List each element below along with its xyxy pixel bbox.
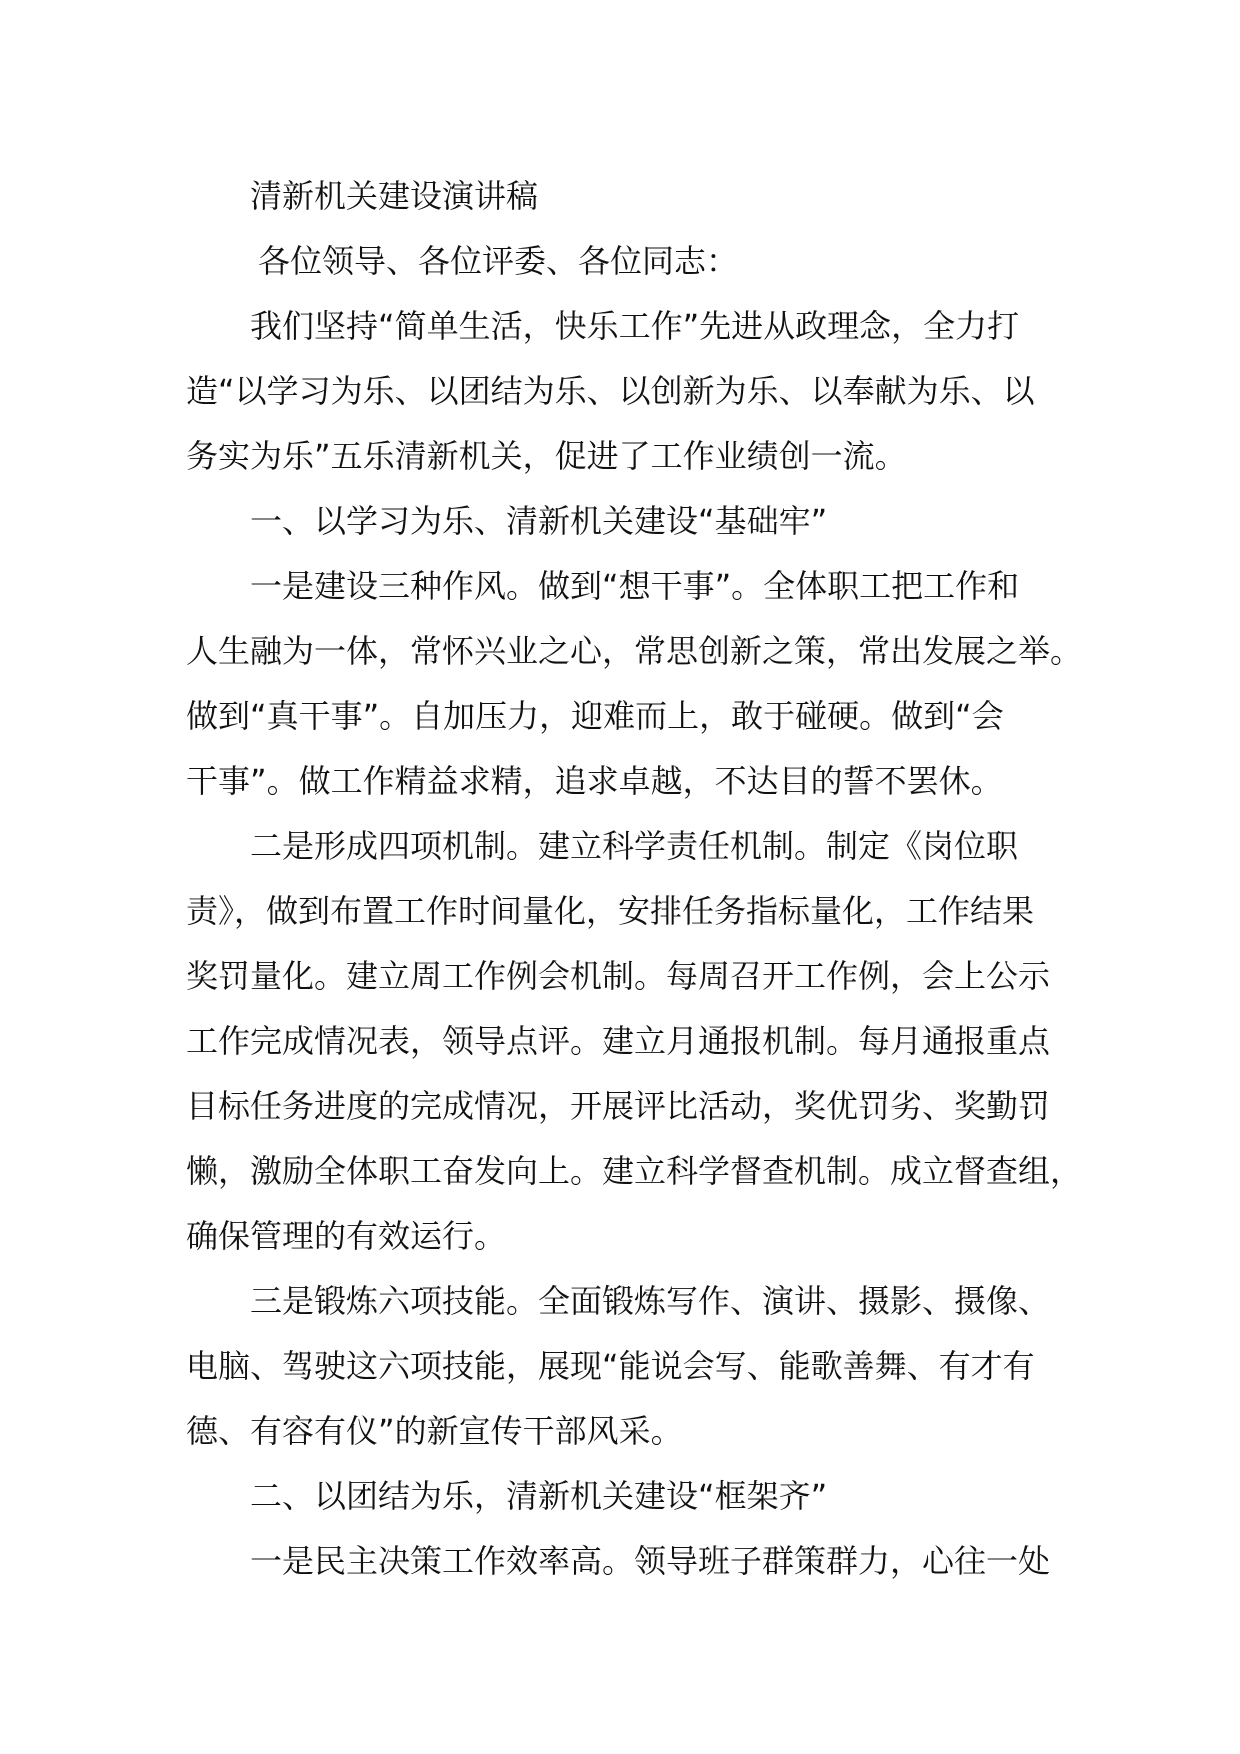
paragraph-line: 懒，激励全体职工奋发向上。建立科学督查机制。成立督查组， xyxy=(186,1152,1083,1190)
paragraph-line: 三是锻炼六项技能。全面锻炼写作、演讲、摄影、摄像、 xyxy=(250,1282,1051,1320)
paragraph-line: 确保管理的有效运行。 xyxy=(186,1217,507,1255)
paragraph-line: 一是民主决策工作效率高。领导班子群策群力，心往一处 xyxy=(250,1542,1051,1580)
paragraph-intro-line: 我们坚持“简单生活，快乐工作”先进从政理念，全力打 xyxy=(250,307,1020,345)
paragraph-line: 奖罚量化。建立周工作例会机制。每周召开工作例，会上公示 xyxy=(186,957,1051,995)
paragraph-line: 干事”。做工作精益求精，追求卓越，不达目的誓不罢休。 xyxy=(186,762,1003,800)
document-body xyxy=(186,164,1083,1594)
salutation: 各位领导、各位评委、各位同志： xyxy=(258,242,739,280)
paragraph-intro-line: 务实为乐”五乐清新机关，促进了工作业绩创一流。 xyxy=(186,437,907,475)
paragraph-line: 德、有容有仪”的新宣传干部风采。 xyxy=(186,1412,683,1450)
paragraph-line: 二是形成四项机制。建立科学责任机制。制定《岗位职 xyxy=(250,827,1019,865)
document-title: 清新机关建设演讲稿 xyxy=(250,177,539,215)
paragraph-line: 目标任务进度的完成情况，开展评比活动，奖优罚劣、奖勤罚 xyxy=(186,1087,1051,1125)
paragraph-line: 电脑、驾驶这六项技能，展现“能说会写、能歌善舞、有才有 xyxy=(186,1347,1035,1385)
paragraph-line: 做到“真干事”。自加压力，迎难而上，敢于碰硬。做到“会 xyxy=(186,697,1004,735)
paragraph-line: 工作完成情况表，领导点评。建立月通报机制。每月通报重点 xyxy=(186,1022,1051,1060)
paragraph-line: 责》，做到布置工作时间量化，安排任务指标量化，工作结果 xyxy=(186,892,1035,930)
paragraph-line: 一是建设三种作风。做到“想干事”。全体职工把工作和 xyxy=(250,567,1020,605)
section-heading-2: 二、以团结为乐，清新机关建设“框架齐” xyxy=(250,1477,828,1515)
section-heading-1: 一、以学习为乐、清新机关建设“基础牢” xyxy=(250,502,828,540)
paragraph-line: 人生融为一体，常怀兴业之心，常思创新之策，常出发展之举。 xyxy=(186,632,1083,670)
paragraph-intro-line: 造“以学习为乐、以团结为乐、以创新为乐、以奉献为乐、以 xyxy=(186,372,1035,410)
